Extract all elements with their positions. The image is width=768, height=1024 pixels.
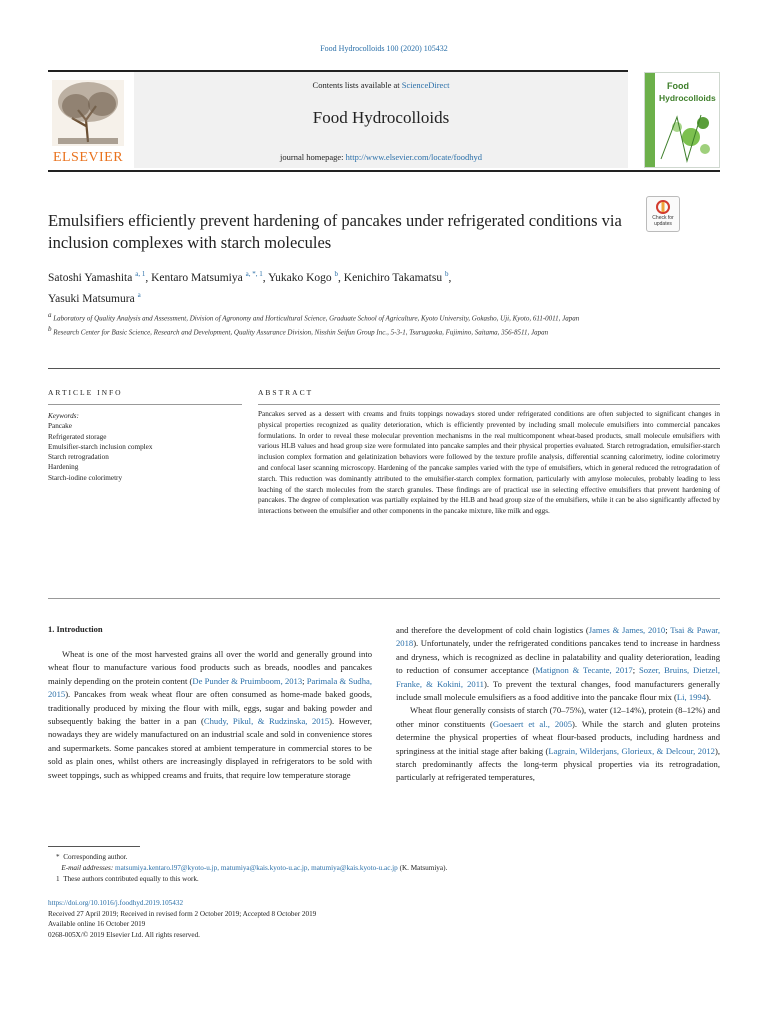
- author-5[interactable]: Yasuki Matsumura $^a$: [48, 290, 141, 305]
- body-text: ;: [665, 625, 671, 635]
- body-text: and therefore the development of cold chain logistics (: [396, 625, 589, 635]
- cover-molecule-icon: [657, 107, 717, 165]
- body-text: ). While the starch and gluten proteins determine the physical properties of wheat flour-based products, including hardness and springiness at the initial stage after baking (: [396, 718, 720, 756]
- keyword: Starch retrogradation: [48, 453, 109, 462]
- cover-title-line1: Food: [667, 81, 689, 91]
- affiliations: [48, 310, 628, 338]
- elsevier-wordmark[interactable]: ELSEVIER: [52, 150, 124, 165]
- homepage-link[interactable]: http://www.elsevier.com/locate/foodhyd: [345, 152, 482, 162]
- check-for-updates-badge[interactable]: [646, 196, 680, 232]
- author-list: Satoshi Yamashita $^{a, 1}$, Kentaro Matsumiya $^{a, *, 1}$, Yukako Kogo $^b$, Kenichiro Takamatsu $^b$, Yasuki Matsumura $^a$: [48, 270, 452, 305]
- keyword: Refrigerated storage: [48, 432, 107, 441]
- author-2[interactable]: Kentaro Matsumiya $^{a, *, 1}$: [151, 270, 263, 284]
- corresponding-author-note: * Corresponding author.: [56, 853, 128, 861]
- keyword: Pancake: [48, 422, 72, 431]
- citation-link[interactable]: Matignon & Tecante, 2017: [535, 665, 633, 676]
- intro-paragraph-1: [48, 648, 372, 782]
- footnote-rule: [48, 846, 140, 847]
- footnotes: [48, 852, 720, 885]
- author-4-affil-mark[interactable]: b: [444, 270, 449, 278]
- author-2-affil-mark[interactable]: a, *, 1: [245, 270, 263, 278]
- body-column-left: [48, 648, 372, 782]
- contents-prefix: Contents lists available at: [312, 80, 402, 90]
- citation-link[interactable]: De Punder & Pruimboom, 2013: [192, 675, 303, 686]
- author-3-affil-mark[interactable]: b: [334, 270, 339, 278]
- keyword: Starch-iodine colorimetry: [48, 473, 123, 482]
- author-3[interactable]: Yukako Kogo $^b$: [268, 270, 339, 284]
- keywords-list: [48, 411, 244, 483]
- citation-link[interactable]: Chudy, Pikul, & Rudzinska, 2015: [203, 716, 330, 727]
- body-text: Wheat flour generally consists of starch (70–75%), water (12–14%), protein (8–12%) and other minor constituents (: [396, 705, 720, 729]
- received-dates: Received 27 April 2019; Received in revised form 2 October 2019; Accepted 8 October 2019: [48, 909, 317, 918]
- body-text: Wheat is one of the most harvested grains all over the world and generally ground into wheat flour to manufacture various food products such as breads, noodles and pancakes mainly depending on the protein content (: [48, 649, 372, 686]
- crossmark-icon: [656, 200, 670, 215]
- body-text: ;: [302, 675, 307, 686]
- article-info-heading: ARTICLE INFO: [48, 388, 123, 397]
- contents-line: [134, 80, 628, 90]
- abstract-bottom-rule: [48, 598, 720, 599]
- keyword: Hardening: [48, 463, 79, 472]
- article-title: Emulsifiers efficiently prevent hardening of pancakes under refrigerated conditions via inclusion complexes with starch molecules: [48, 211, 622, 252]
- author-5-affil-mark[interactable]: a: [137, 290, 141, 299]
- citation-link[interactable]: Parimala & Sudha, 2015: [48, 675, 372, 700]
- author-1-affil-mark[interactable]: a, 1: [135, 270, 146, 278]
- citation-link[interactable]: Goesaert et al., 2005: [492, 718, 573, 729]
- body-text: ).: [706, 692, 712, 703]
- affiliation-a: $^a$ Laboratory of Quality Analysis and Assessment, Division of Agronomy and Horticultural Science, Graduate School of Agriculture, Kyoto University, Gokasho, Uji, Kyoto, 611-0011, Japan: [48, 311, 580, 323]
- body-text: ). Unfortunately, under the refrigerated conditions pancakes tend to increase in hardness and dryness, which is recognized as decline in palatability and quality deterioration, leading to reduction of consumer acceptance (: [396, 638, 720, 676]
- available-online: Available online 16 October 2019: [48, 920, 146, 928]
- citation-link[interactable]: Tsai & Pawar, 2018: [396, 625, 720, 649]
- email-addresses-note: E-mail addresses: matsumiya.kentaro.l97@kyoto-u.jp, matumiya@kais.kyoto-u.ac.jp, matumiya@kais.kyoto-u.ac.jp (K. Matsumiya).: [61, 864, 448, 872]
- citation-link[interactable]: Lagrain, Wilderjans, Glorieux, & Delcour, 2012: [548, 745, 715, 756]
- body-text: ). Pancakes from weak wheat flour are often consumed as home-made baked goods, traditionally produced by mixing the flour with milk, eggs, sugar and baking powder and subsequently baking the batter in a pan (: [48, 689, 372, 727]
- citation-link[interactable]: Sozer, Bruins, Dietzel, Franke, & Kokini, 2011: [396, 665, 720, 689]
- abstract-text: Pancakes served as a dessert with creams and fruits toppings nowadays stored under refrigerated conditions are often subjected to significant changes in physical properties recognized as quality deterioration, which is efficiently prevented by including small molecule emulsifiers into commercial pancakes formulations. In order to reveal these molecular prevention mechanisms in the real multicomponent wheat-based products, small molecule emulsifiers with various HLB values and head group size were formulated into pancake samples and their physical properties evaluated. Starch retrogradation, emulsifier-starch inclusion complex formation and gelatinization behaviors were followed by the texture profile analysis, differential scanning calorimetry, iodine colorimetry and confocal laser scanning microscopy. Hardening of the pancake samples varied with the type of emulsifiers, which in general reduced the retrogradation of starch. This reduction was dominantly attributed to the emulsifier-starch complex formation, particularly with amylose molecules, probably leading to less leaching of the starch molecules from the starch granules. These findings are of practical use in selecting effective emulsifiers that prevent hardening of pancakes. The degree of complexation was partially explained by the HLB and head group size of the emulsifiers, while it can be also significantly affected by interactions between the emulsifier and other components in the pancake mixture, like milk and eggs.: [258, 410, 720, 516]
- body-text: ). To prevent the textural changes, food manufacturers generally include small molecule emulsifiers as a food additive into the pancake flour mix (: [396, 678, 721, 703]
- journal-citation[interactable]: Food Hydrocolloids 100 (2020) 105432: [320, 44, 448, 53]
- body-text: ), starch predominantly affects the long-term physical properties via its retrogradation, particularly at refrigerated temperatures,: [396, 745, 720, 783]
- affiliation-rule: [48, 368, 720, 369]
- doi-link[interactable]: https://doi.org/10.1016/j.foodhyd.2019.105432: [48, 899, 184, 907]
- journal-cover-thumbnail[interactable]: [644, 72, 720, 168]
- keywords-label: Keywords:: [48, 412, 79, 420]
- sciencedirect-link[interactable]: ScienceDirect: [401, 80, 450, 90]
- article-info-rule: [48, 404, 242, 405]
- keyword: Emulsifier-starch inclusion complex: [48, 442, 153, 451]
- citation-link[interactable]: James & James, 2010: [588, 625, 666, 635]
- affiliation-b: $^b$ Research Center for Basic Science, Research and Development, Quality Assurance Division, Nisshin Seifun Group Inc., 5-3-1, Tsurugaoka, Fujimino, Saitama, 356-8511, Japan: [48, 324, 549, 337]
- check-for-updates-label: Check for updates: [652, 215, 674, 227]
- cover-title-line2: Hydrocolloids: [659, 93, 716, 103]
- author-4[interactable]: Kenichiro Takamatsu $^b$: [343, 270, 449, 284]
- abstract-rule: [258, 404, 720, 405]
- author-1[interactable]: Satoshi Yamashita $^{a, 1}$: [48, 270, 146, 284]
- homepage-line: [134, 152, 628, 162]
- body-text: ;: [632, 665, 639, 676]
- body-column-right: [396, 624, 720, 785]
- body-text: ). However, nowadays they are widely manufactured on an industrial scale and sold in convenience stores and supermarkets. Some pancakes stored at ambient temperature in commercial stores to be sold as plain ones, whilst others are increasingly displayed in refrigerators to be sold with sweet toppings, such as whipped creams and fruits, that require low temperature storage: [48, 716, 372, 780]
- copyright: 0268-005X/© 2019 Elsevier Ltd. All rights reserved.: [48, 930, 200, 939]
- cover-green-band: [645, 73, 655, 167]
- homepage-label: journal homepage:: [280, 152, 346, 162]
- equal-contribution-note: 1 These authors contributed equally to this work.: [56, 875, 199, 883]
- intro-paragraph-2: [396, 704, 720, 784]
- journal-name: Food Hydrocolloids: [312, 108, 450, 127]
- introduction-heading: 1. Introduction: [48, 624, 103, 634]
- header-bottom-rule: [48, 170, 720, 172]
- citation-link[interactable]: Li, 1994: [676, 692, 707, 703]
- publication-info: [48, 898, 720, 940]
- intro-paragraph-1-continued: [396, 624, 720, 704]
- email-links[interactable]: matsumiya.kentaro.l97@kyoto-u.jp, matumiya@kais.kyoto-u.ac.jp, matumiya@kais.kyoto-u.ac.jp: [115, 864, 398, 872]
- abstract-heading: ABSTRACT: [258, 388, 314, 397]
